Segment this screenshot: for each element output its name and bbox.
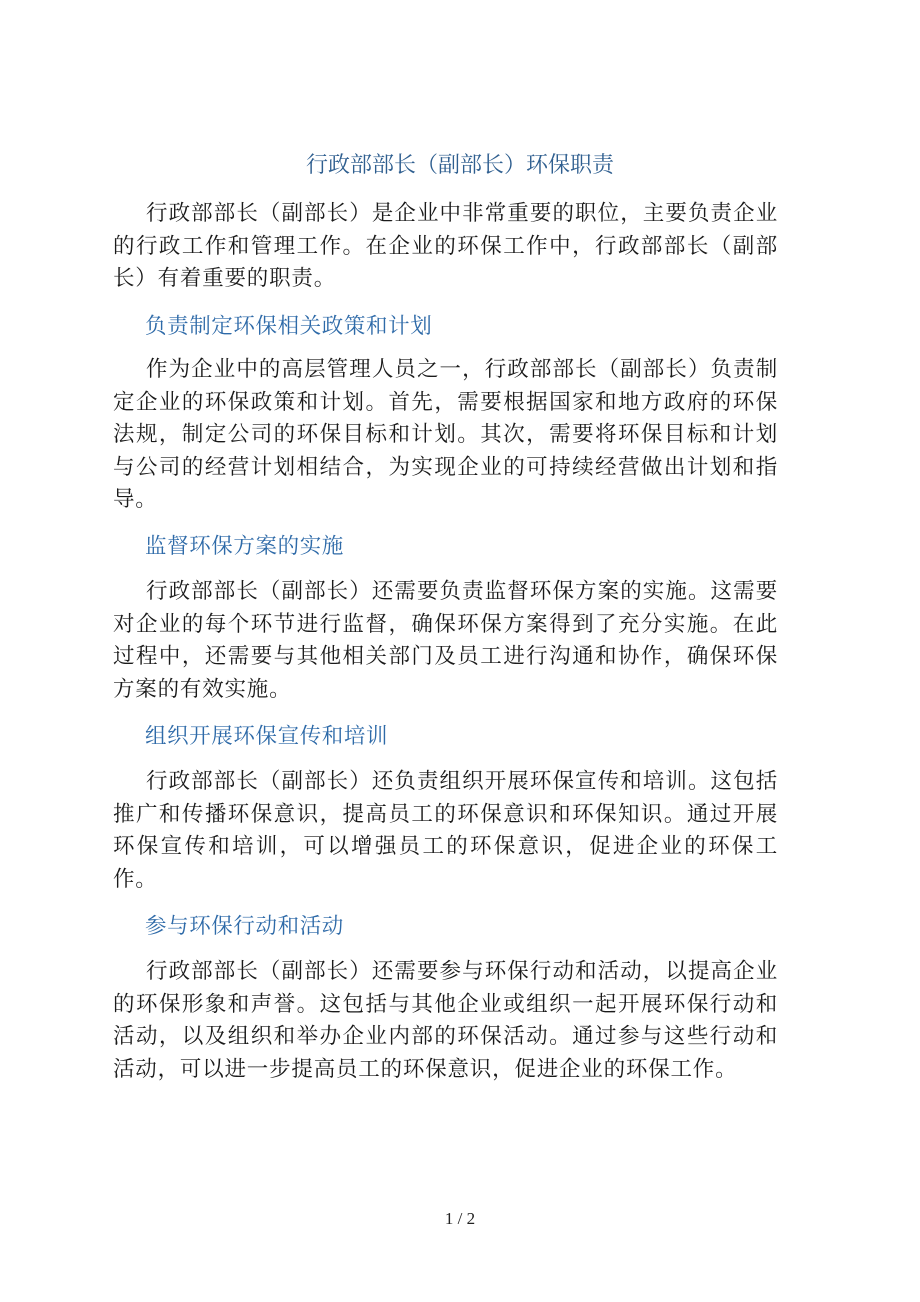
intro-paragraph: 行政部部长（副部长）是企业中非常重要的职位，主要负责企业的行政工作和管理工作。在企业的环保工作中，行政部部长（副部长）有着重要的职责。 <box>113 201 778 291</box>
section-body-activities: 行政部部长（副部长）还需要参与环保行动和活动，以提高企业的环保形象和声誉。这包括与其他企业或组织一起开展环保行动和活动，以及组织和举办企业内部的环保活动。通过参与这些行动和活动，可以进一步提高员工的环保意识，促进企业的环保工作。 <box>113 959 778 1082</box>
page-number: 1 / 2 <box>444 1209 476 1228</box>
section-heading-training: 组织开展环保宣传和培训 <box>145 724 389 749</box>
section-heading-activities: 参与环保行动和活动 <box>145 914 344 939</box>
section-body-training: 行政部部长（副部长）还负责组织开展环保宣传和培训。这包括推广和传播环保意识，提高员工的环保意识和环保知识。通过开展环保宣传和培训，可以增强员工的环保意识，促进企业的环保工作。 <box>113 769 778 892</box>
section-heading-supervision: 监督环保方案的实施 <box>145 534 344 559</box>
section-heading-policy: 负责制定环保相关政策和计划 <box>145 314 433 339</box>
section-body-policy: 作为企业中的高层管理人员之一，行政部部长（副部长）负责制定企业的环保政策和计划。首先，需要根据国家和地方政府的环保法规，制定公司的环保目标和计划。其次，需要将环保目标和计划与公司的经营计划相结合，为实现企业的可持续经营做出计划和指导。 <box>113 357 778 512</box>
section-body-supervision: 行政部部长（副部长）还需要负责监督环保方案的实施。这需要对企业的每个环节进行监督，确保环保方案得到了充分实施。在此过程中，还需要与其他相关部门及员工进行沟通和协作，确保环保方案的有效实施。 <box>113 579 778 702</box>
document-title: 行政部部长（副部长）环保职责 <box>305 153 614 178</box>
